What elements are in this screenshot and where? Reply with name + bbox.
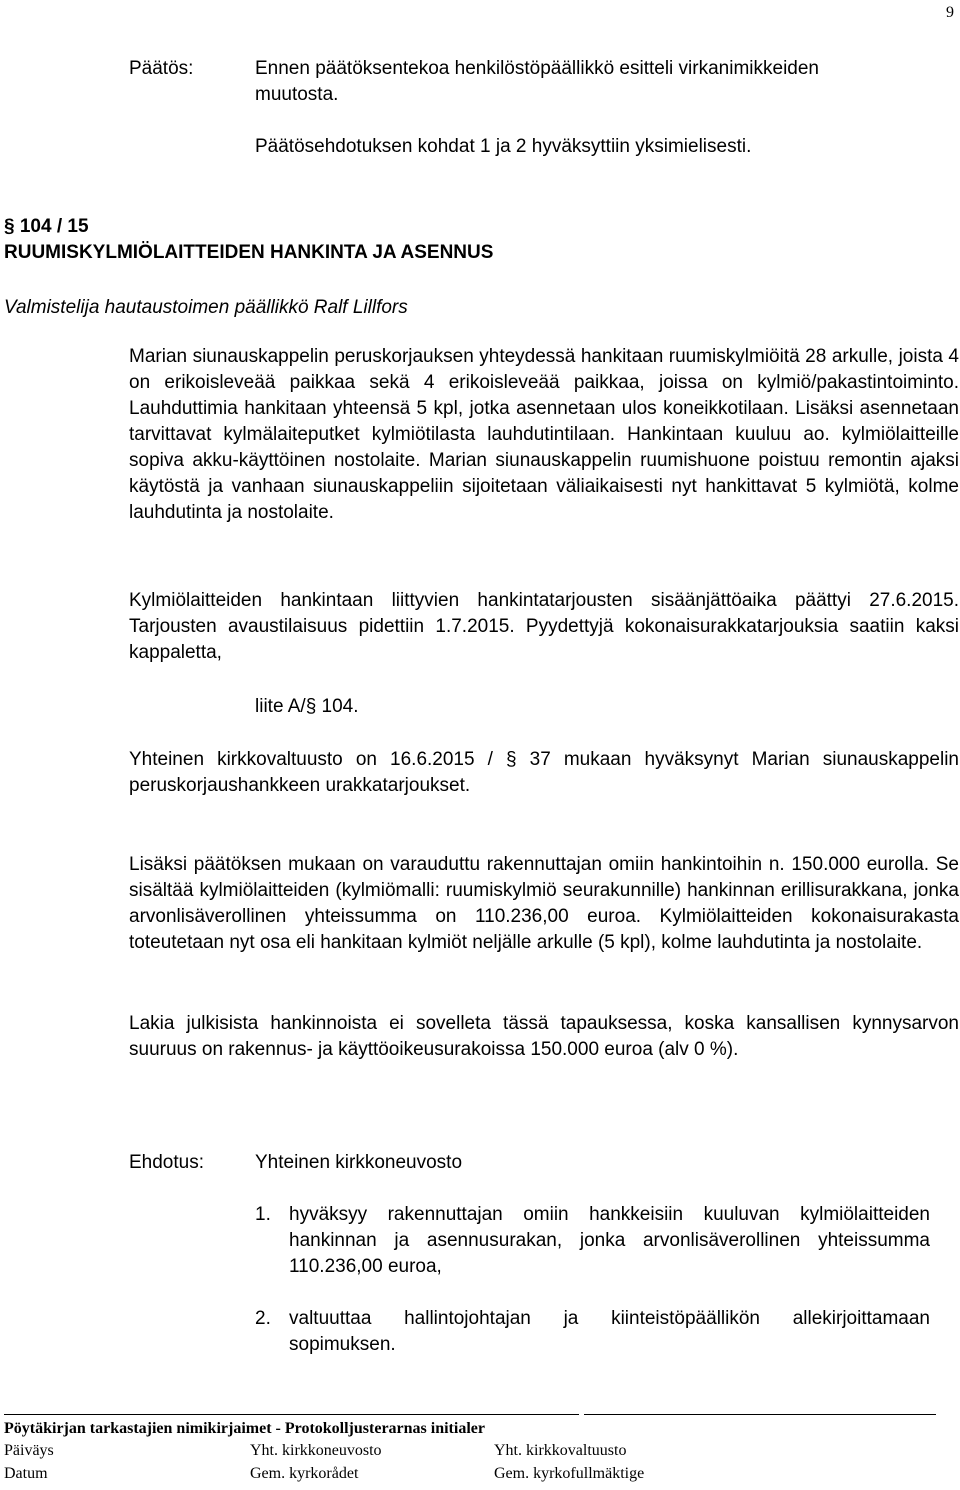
footer-council-fi: Yht. kirkkoneuvosto — [250, 1442, 382, 1459]
list-item-number: 2. — [255, 1308, 271, 1329]
paragraph-4: Lisäksi päätöksen mukaan on varauduttu rakennuttajan omiin hankintoihin n. 150.000 eurolla. Se sisältää kylmiölaitteiden (kylmiömalli: ruumiskylmiö seurakunnille) hankinnan erillisurakkana, jonka arvonlisäverollinen yhteissumma on 110.236,00 euroa. Kylmiölaitteiden kokonaisurakasta toteutetaan nyt osa eli hankitaan kylmiöt neljälle arkulle (5 kpl), kolme lauhdutinta ja nostolaite. — [129, 854, 959, 953]
paatos-line-1: Ennen päätöksentekoa henkilöstöpäällikkö esitteli virkanimikkeiden — [255, 58, 819, 79]
footer-council-sv: Gem. kyrkorådet — [250, 1465, 359, 1482]
paatos-decision: Päätösehdotuksen kohdat 1 ja 2 hyväksyttiin yksimielisesti. — [255, 136, 752, 157]
footer-title: Pöytäkirjan tarkastajien nimikirjaimet - Protokolljusterarnas initialer — [4, 1420, 485, 1437]
footer-assembly-sv: Gem. kyrkofullmäktige — [494, 1465, 645, 1482]
footer-assembly-fi: Yht. kirkkovaltuusto — [494, 1442, 627, 1459]
paragraph-1: Marian siunauskappelin peruskorjauksen yhteydessä hankitaan ruumiskylmiöitä 28 arkulle, joista 4 on erikoisleveää paikkaa sekä 4 erikoisleveää paikkaa, joissa on kylmiö/pakastintoiminto. Lauhduttimia hankitaan yhteensä 5 kpl, jotka asennetaan ulos koneikkotilaan. Lisäksi asennetaan tarvittavat kylmälaiteputket kylmiötilasta lauhdutintilaan. Hankintaan kuuluu ao. kylmiölaitteille sopiva akku-käyttöinen nostolaite. Marian siunauskappelin ruumishuone poistuu remontin ajaksi käytöstä ja vanhaan siunauskappeliin sijoitetaan väliaikaisesti nyt hankittavat 5 kylmiötä, kolme lauhdutinta ja nostolaite. — [129, 346, 959, 523]
section-number: § 104 / 15 — [4, 216, 89, 237]
paragraph-3: Yhteinen kirkkovaltuusto on 16.6.2015 / § 37 mukaan hyväksynyt Marian siunauskappelin peruskorjaushankkeen urakkatarjoukset. — [129, 749, 959, 796]
list-item — [255, 1202, 930, 1280]
section-title: RUUMISKYLMIÖLAITTEIDEN HANKINTA JA ASENNUS — [4, 242, 494, 263]
list-item-number: 1. — [255, 1204, 271, 1225]
paatos-label: Päätös: — [129, 58, 194, 79]
footer-date-fi: Päiväys — [4, 1442, 54, 1459]
appendix-reference: liite A/§ 104. — [255, 696, 359, 717]
ehdotus-body: Yhteinen kirkkoneuvosto — [255, 1152, 463, 1173]
paragraph-2: Kylmiölaitteiden hankintaan liittyvien hankintatarjousten sisäänjättöaika päättyi 27.6.2015. Tarjousten avaustilaisuus pidettiin 1.7.2015. Pyydettyjä kokonaisurakkatarjouksia saatiin kaksi kappaletta, — [129, 590, 959, 663]
footer-rule-right — [584, 1414, 936, 1415]
paatos-line-2: muutosta. — [255, 84, 339, 105]
paragraph-5: Lakia julkisista hankinnoista ei sovelleta tässä tapauksessa, koska kansallisen kynnysarvon suuruus on rakennus- ja käyttöoikeusurakoissa 150.000 euroa (alv 0 %). — [129, 1013, 959, 1060]
ehdotus-label: Ehdotus: — [129, 1152, 204, 1173]
list-item — [255, 1306, 930, 1358]
preparer-line: Valmistelija hautaustoimen päällikkö Ralf Lillfors — [4, 297, 408, 318]
footer-date-sv: Datum — [4, 1465, 48, 1482]
list-item-text: valtuuttaa hallintojohtajan ja kiinteistöpäällikön allekirjoittamaan sopimuksen. — [289, 1308, 930, 1355]
list-item-text: hyväksyy rakennuttajan omiin hankkeisiin kuuluvan kylmiölaitteiden hankinnan ja asennusurakan, jonka arvonlisäverollinen yhteissumma 110.236,00 euroa, — [289, 1204, 930, 1277]
footer-rule-left — [4, 1414, 579, 1415]
page-number: 9 — [946, 4, 954, 21]
